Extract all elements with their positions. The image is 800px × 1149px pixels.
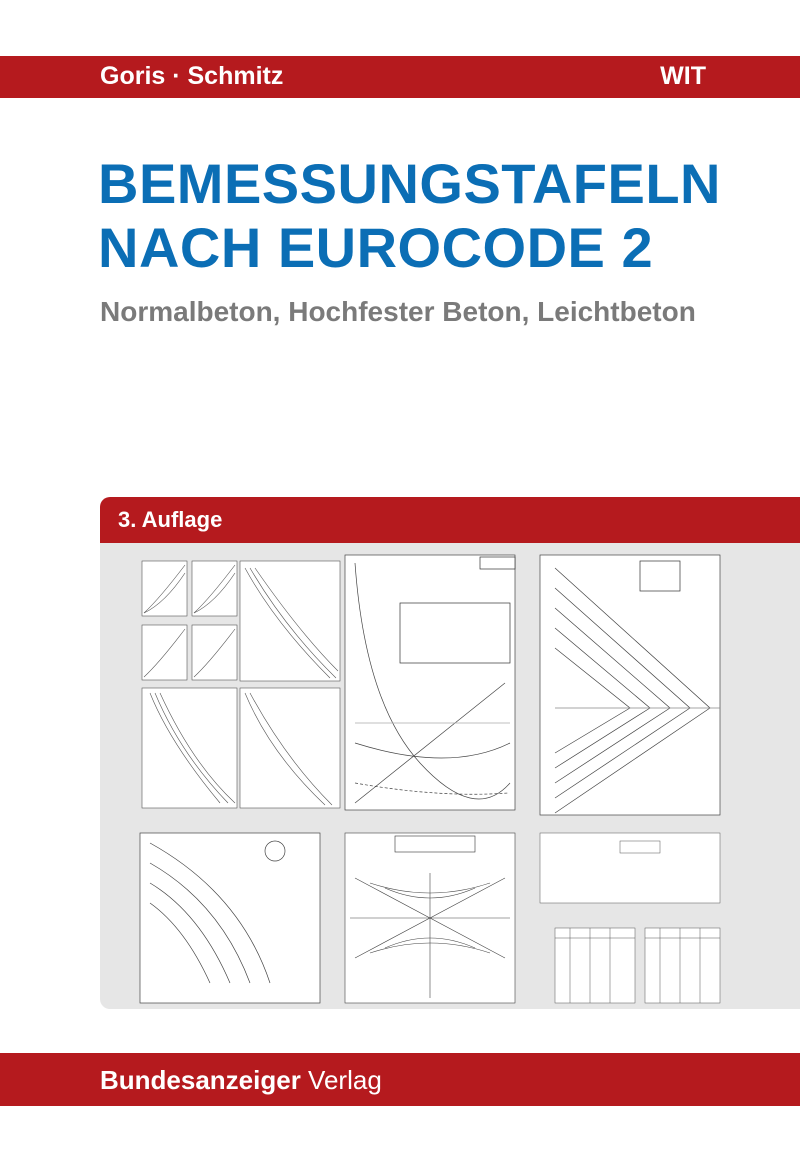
book-subtitle: Normalbeton, Hochfester Beton, Leichtbeton <box>100 296 696 327</box>
table-bottom-right <box>540 833 720 1003</box>
cover-illustration-panel <box>100 497 800 1009</box>
top-banner <box>0 56 800 98</box>
chart-grid-topleft <box>142 561 237 808</box>
chart-right-top <box>540 555 720 815</box>
series-label: WIT <box>660 62 706 90</box>
publisher-name <box>100 1065 382 1096</box>
title-line-1: BEMESSUNGSTAFELN <box>98 152 721 215</box>
edition-bar <box>100 497 800 543</box>
design-charts-collage <box>100 543 800 1009</box>
chart-center-top <box>345 555 515 810</box>
book-title <box>98 152 778 280</box>
publisher-name-bold: Bundesanzeiger <box>100 1065 301 1095</box>
title-line-2: NACH EUROCODE 2 <box>98 216 654 279</box>
chart-bottom-center <box>345 833 515 1003</box>
publisher-name-light: Verlag <box>300 1065 382 1095</box>
edition-label: 3. Auflage <box>118 507 223 532</box>
authors: Goris · Schmitz <box>100 62 284 90</box>
bottom-banner <box>0 1053 800 1106</box>
chart-bottom-left <box>140 833 320 1003</box>
chart-topleft-2 <box>240 561 340 808</box>
